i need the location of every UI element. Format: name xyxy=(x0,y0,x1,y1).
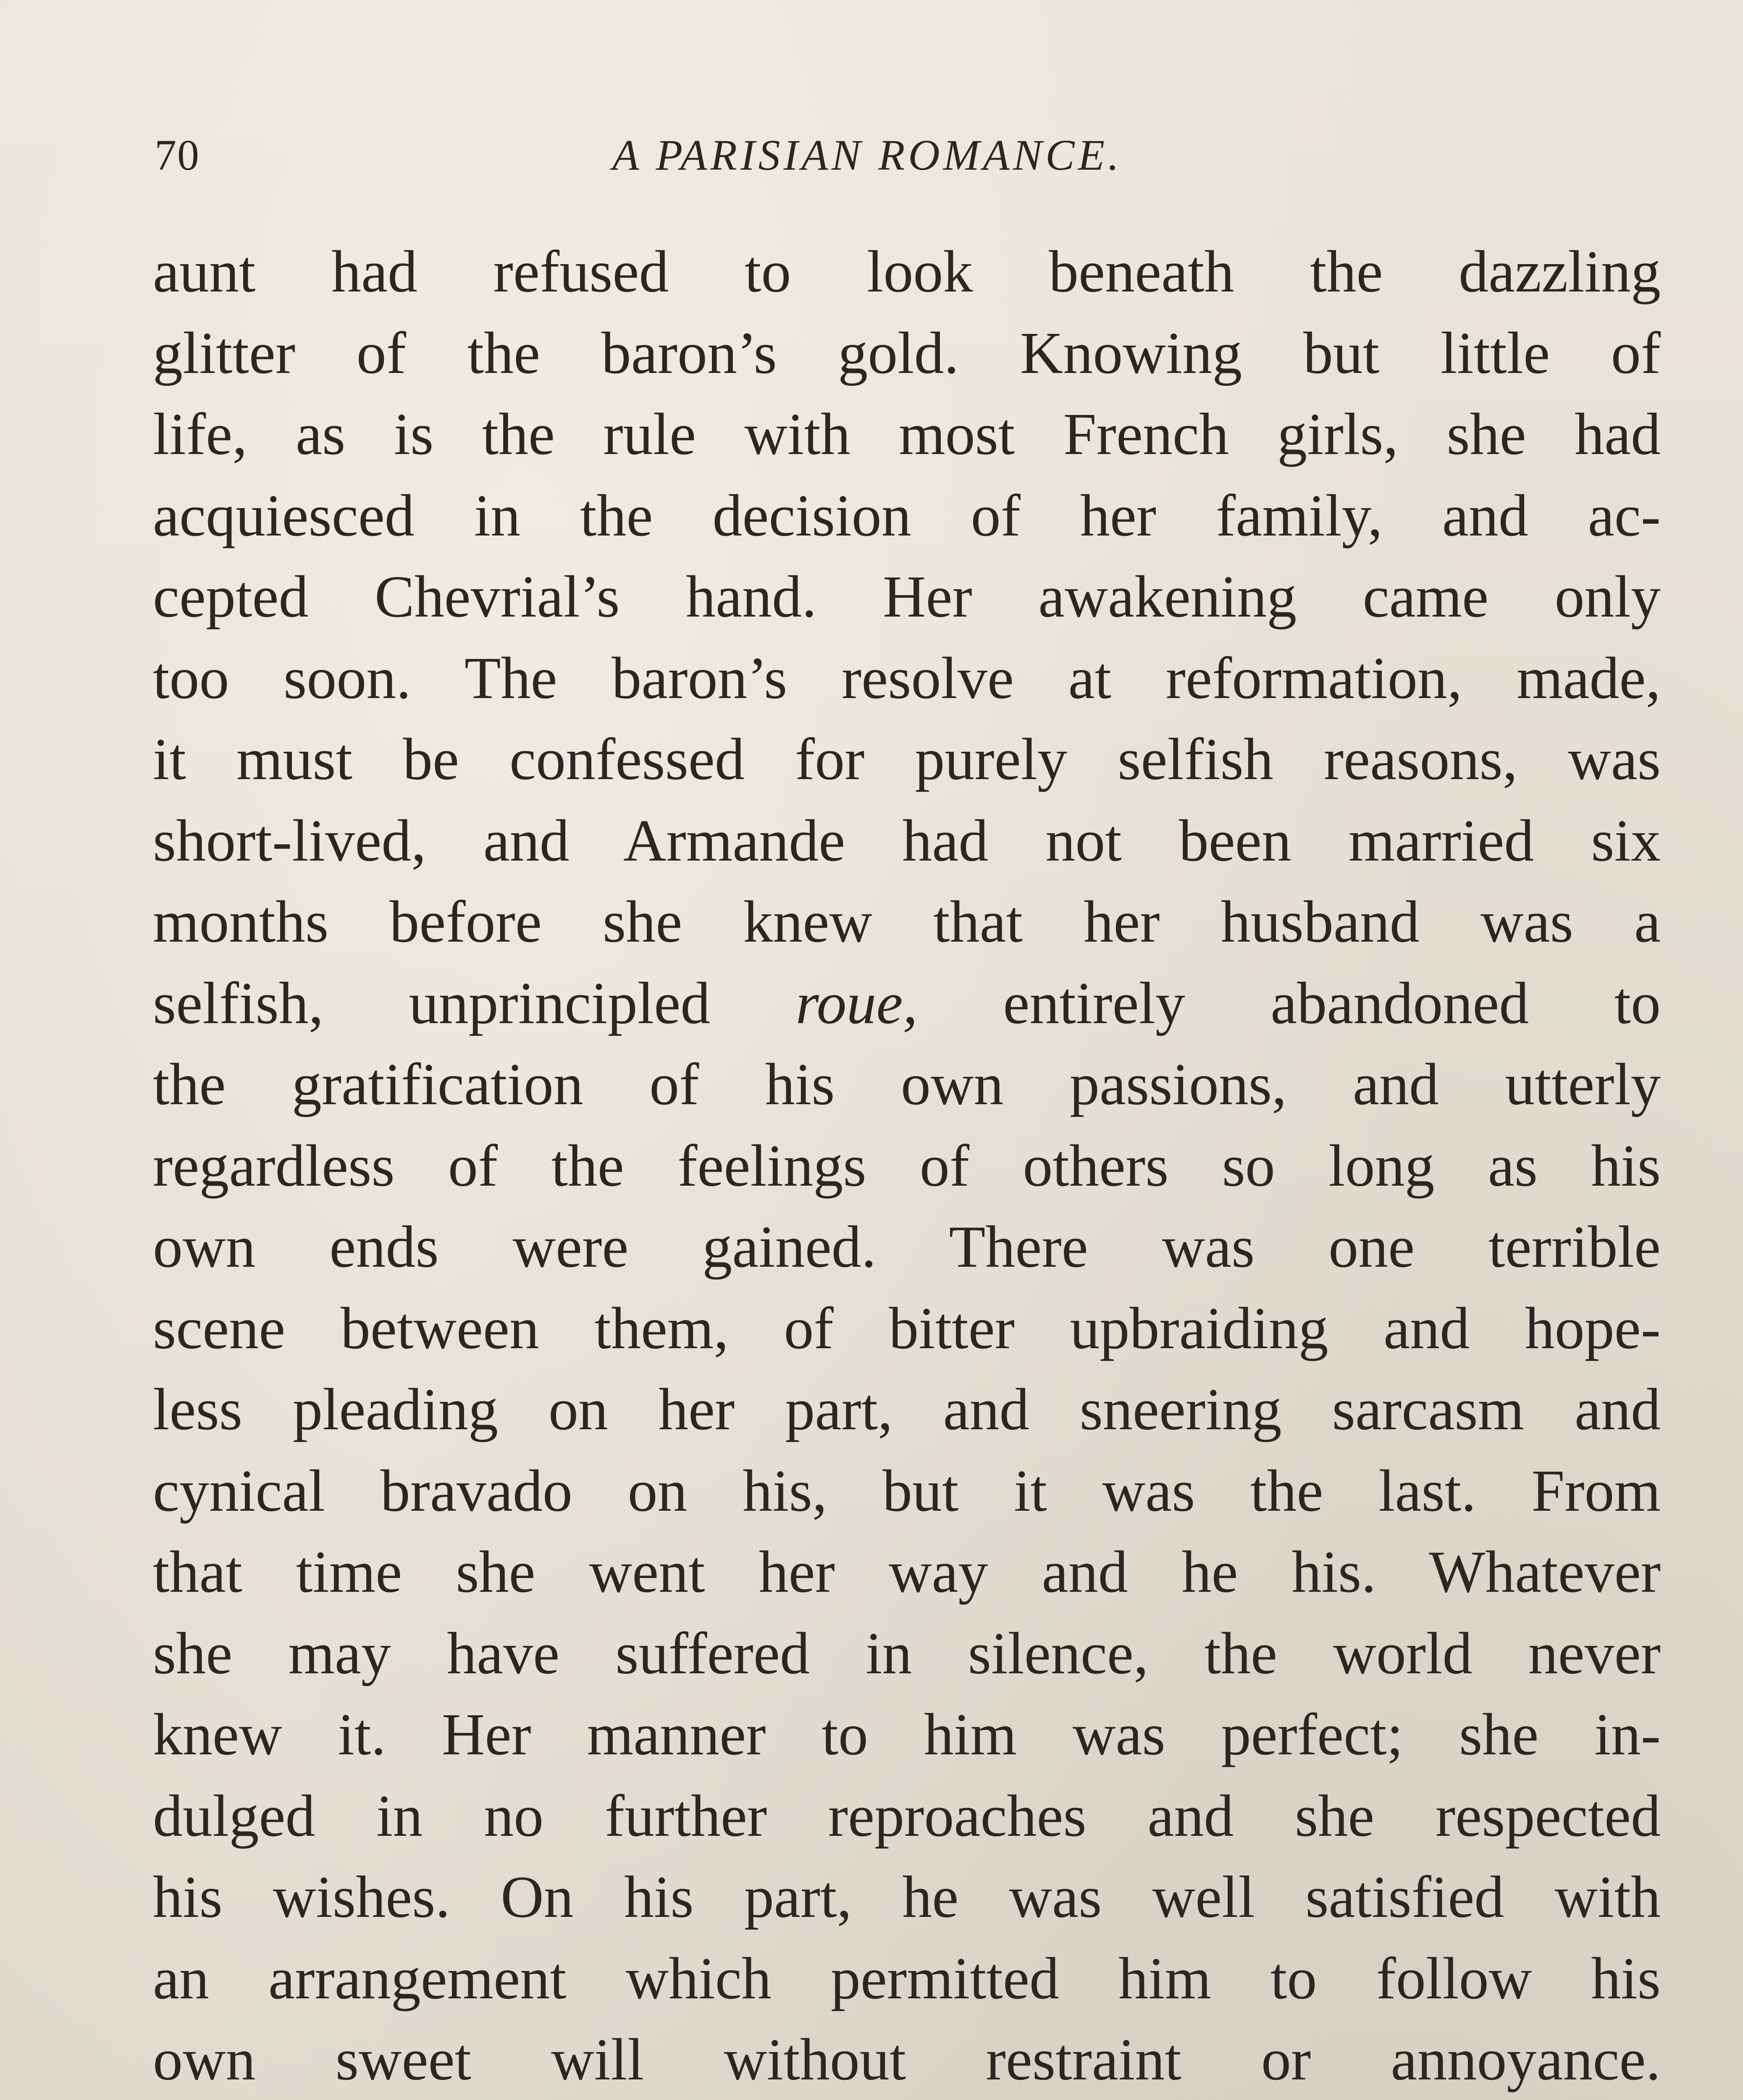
italic-word: roue, xyxy=(795,969,918,1036)
page-number: 70 xyxy=(155,131,200,179)
text-line: regardless of the feelings of others so long as his xyxy=(153,1132,1661,1199)
running-title: A PARISIAN ROMANCE. xyxy=(612,131,1123,179)
text-line: she may have suffered in silence, the world never xyxy=(153,1620,1661,1686)
text-line-with-italic xyxy=(153,963,1661,1044)
text-line: months before she knew that her husband was a xyxy=(153,888,1661,955)
text-line: aunt had refused to look beneath the dazzling xyxy=(153,238,1661,304)
text-line: an arrangement which permitted him to follow his xyxy=(153,1945,1661,2011)
text-line: less pleading on her part, and sneering sarcasm and xyxy=(153,1376,1661,1442)
text-line: cepted Chevrial’s hand. Her awakening came only xyxy=(153,563,1661,630)
text-segment: entirely abandoned to xyxy=(918,969,1661,1036)
text-line: life, as is the rule with most French girls, she had xyxy=(153,401,1661,467)
text-line: own ends were gained. There was one terrible xyxy=(153,1213,1661,1280)
text-line: cynical bravado on his, but it was the last. From xyxy=(153,1457,1661,1524)
running-head xyxy=(155,126,1658,185)
text-line: too soon. The baron’s resolve at reformation, made, xyxy=(153,644,1661,711)
text-line: that time she went her way and he his. Whatever xyxy=(153,1538,1661,1605)
text-line: dulged in no further reproaches and she respected xyxy=(153,1782,1661,1849)
text-line: glitter of the baron’s gold. Knowing but little of xyxy=(153,319,1661,386)
body-text xyxy=(153,231,1661,2100)
text-line: scene between them, of bitter upbraiding and hope- xyxy=(153,1294,1661,1361)
text-line: the gratification of his own passions, and utterly xyxy=(153,1051,1661,1117)
text-line: short-lived, and Armande had not been married six xyxy=(153,807,1661,874)
text-segment: selfish, unprincipled xyxy=(153,969,796,1036)
text-line: acquiesced in the decision of her family, and ac- xyxy=(153,482,1661,549)
text-line: own sweet will without restraint or annoyance. xyxy=(153,2026,1661,2092)
text-line: knew it. Her manner to him was perfect; she in- xyxy=(153,1701,1661,1767)
text-line: his wishes. On his part, he was well satisfied with xyxy=(153,1864,1661,1930)
text-line: it must be confessed for purely selfish reasons, was xyxy=(153,726,1661,792)
